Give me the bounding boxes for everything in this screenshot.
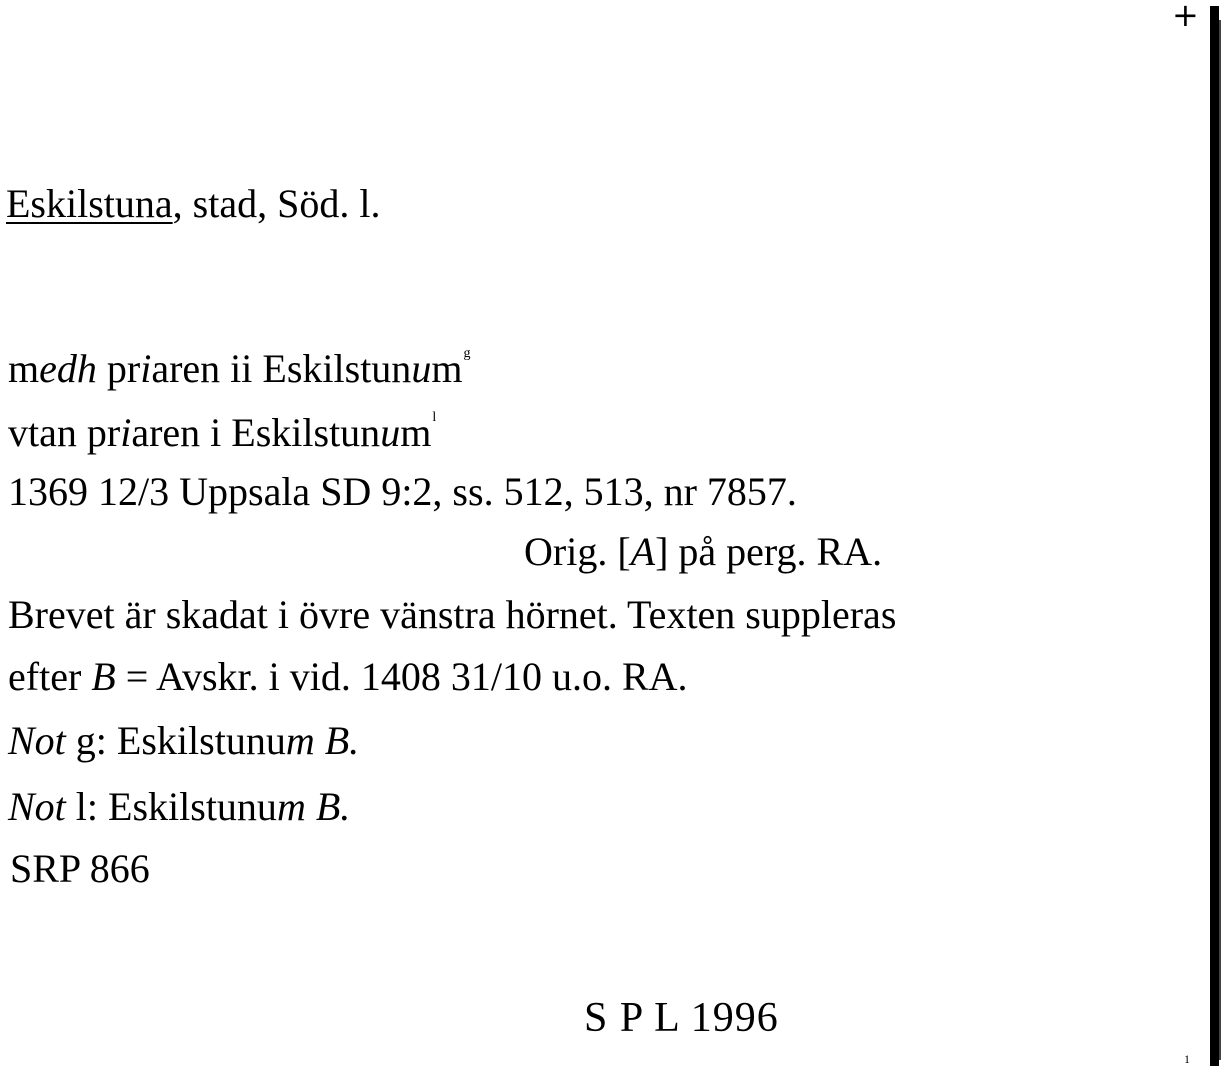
note-text-line-1: Brevet är skadat i övre vänstra hörnet. Texten suppleras <box>8 592 897 637</box>
original-source-line: Orig. [A] på perg. RA. <box>524 529 883 574</box>
crosshair-mark: + <box>1172 0 1199 34</box>
footnote-l-label: Not <box>8 784 66 829</box>
heading-line <box>6 181 381 226</box>
corner-mark: 1 <box>1184 1052 1190 1066</box>
spl-stamp: S P L 1996 <box>584 995 779 1041</box>
footnote-marker-l: l <box>432 410 437 425</box>
quote-line-1: medh priaren ii Eskilstunum$^g$ <box>8 346 471 391</box>
heading-rest: , stad, Söd. l. <box>172 181 381 226</box>
srp-reference: SRP 866 <box>10 846 150 891</box>
page-edge-line <box>1219 20 1221 1060</box>
footnote-l: Not l: Eskilstunum B. <box>8 784 351 829</box>
footnote-g-label: Not <box>8 718 66 763</box>
note-text-line-2: efter B = Avskr. i vid. 1408 31/10 u.o. RA. <box>8 654 688 699</box>
footnote-g: Not g: Eskilstunum B. <box>8 718 360 763</box>
footnote-marker-g: g <box>463 346 471 361</box>
quote-line-2: vtan priaren i Eskilstunum$^l$ <box>8 410 437 455</box>
page-edge-bar <box>1210 6 1219 1066</box>
citation-line: 1369 12/3 Uppsala SD 9:2, ss. 512, 513, nr 7857. <box>8 469 797 514</box>
heading-place-name: Eskilstuna <box>6 181 173 226</box>
